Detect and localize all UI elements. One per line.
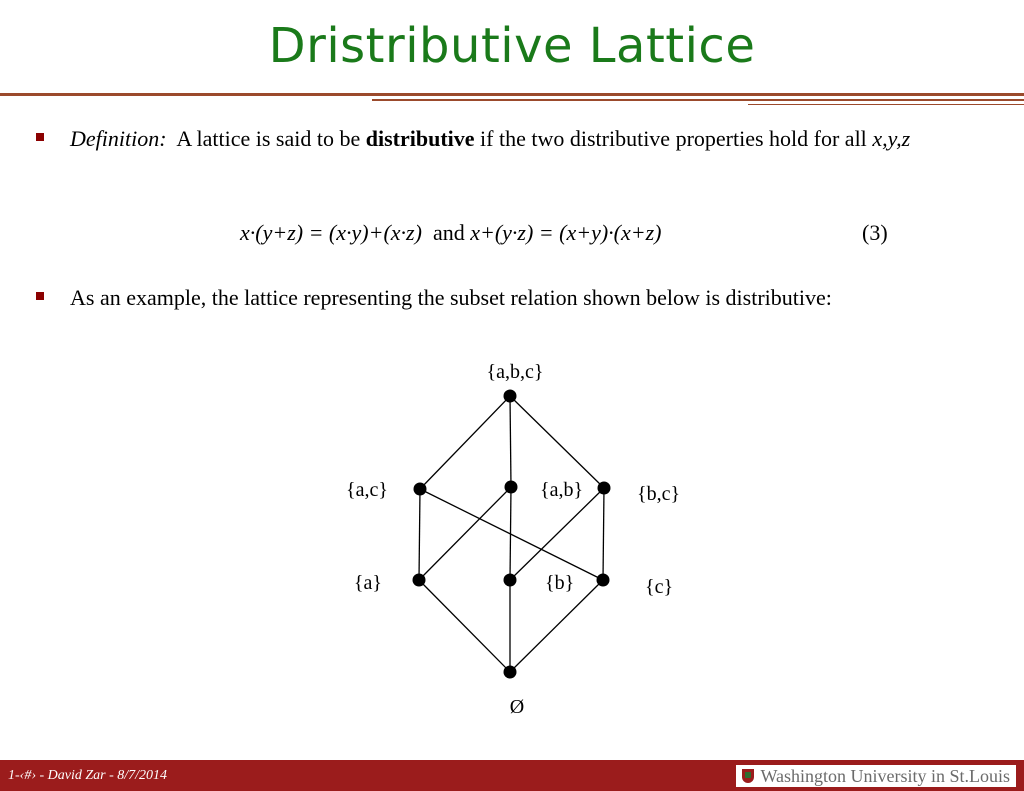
lattice-node-label-empty: Ø bbox=[509, 696, 525, 718]
lattice-node-b bbox=[504, 574, 517, 587]
lattice-edge-abc-ac bbox=[420, 396, 510, 489]
equation-right: x+(y·z) = (x+y)·(x+z) bbox=[470, 220, 662, 245]
lattice-node-abc bbox=[504, 390, 517, 403]
lattice-node-label-abc: {a,b,c} bbox=[486, 361, 544, 383]
example-paragraph: As an example, the lattice representing the subset relation shown below is distributive: bbox=[70, 285, 832, 310]
definition-vars: x,y,z bbox=[872, 126, 911, 151]
lattice-node-empty bbox=[504, 666, 517, 679]
lattice-node-ac bbox=[414, 483, 427, 496]
university-name: Washington University in St.Louis bbox=[760, 765, 1010, 786]
university-logo bbox=[736, 765, 1016, 787]
lattice-node-bc bbox=[598, 482, 611, 495]
lattice-edge-ac-a bbox=[419, 489, 420, 580]
lattice-node-a bbox=[413, 574, 426, 587]
definition-text-b: if the two distributive properties hold for all bbox=[474, 126, 873, 151]
lattice-node-c bbox=[597, 574, 610, 587]
lattice-edge-bc-b bbox=[510, 488, 604, 580]
equation-and: and bbox=[432, 220, 465, 245]
slide-title: Dristributive Lattice bbox=[268, 18, 756, 74]
lattice-edge-ab-a bbox=[419, 487, 511, 580]
lattice-edge-ac-c bbox=[420, 489, 603, 580]
lattice-edge-bc-c bbox=[603, 488, 604, 580]
footer-slide-info: 1-‹#› - David Zar - 8/7/2014 bbox=[8, 768, 168, 783]
lattice-edge-abc-bc bbox=[510, 396, 604, 488]
lattice-node-label-b: {b} bbox=[545, 572, 575, 594]
lattice-edge-a-empty bbox=[419, 580, 510, 672]
lattice-node-label-a: {a} bbox=[353, 572, 382, 594]
definition-lead: Definition: bbox=[70, 126, 167, 151]
definition-text-a: A lattice is said to be bbox=[166, 126, 366, 151]
university-shield-icon bbox=[742, 769, 754, 783]
lattice-node-ab bbox=[505, 481, 518, 494]
lattice-node-label-ac: {a,c} bbox=[346, 479, 388, 501]
equation-left: x·(y+z) = (x·y)+(x·z) bbox=[240, 220, 422, 245]
equation-number: (3) bbox=[862, 220, 888, 245]
lattice-node-label-ab: {a,b} bbox=[540, 479, 584, 501]
definition-bold-term: distributive bbox=[365, 126, 475, 151]
lattice-edge-abc-ab bbox=[510, 396, 511, 487]
lattice-node-label-bc: {b,c} bbox=[637, 483, 681, 505]
lattice-edge-ab-b bbox=[510, 487, 511, 580]
lattice-node-label-c: {c} bbox=[645, 576, 674, 598]
footer-bar bbox=[0, 760, 1024, 791]
